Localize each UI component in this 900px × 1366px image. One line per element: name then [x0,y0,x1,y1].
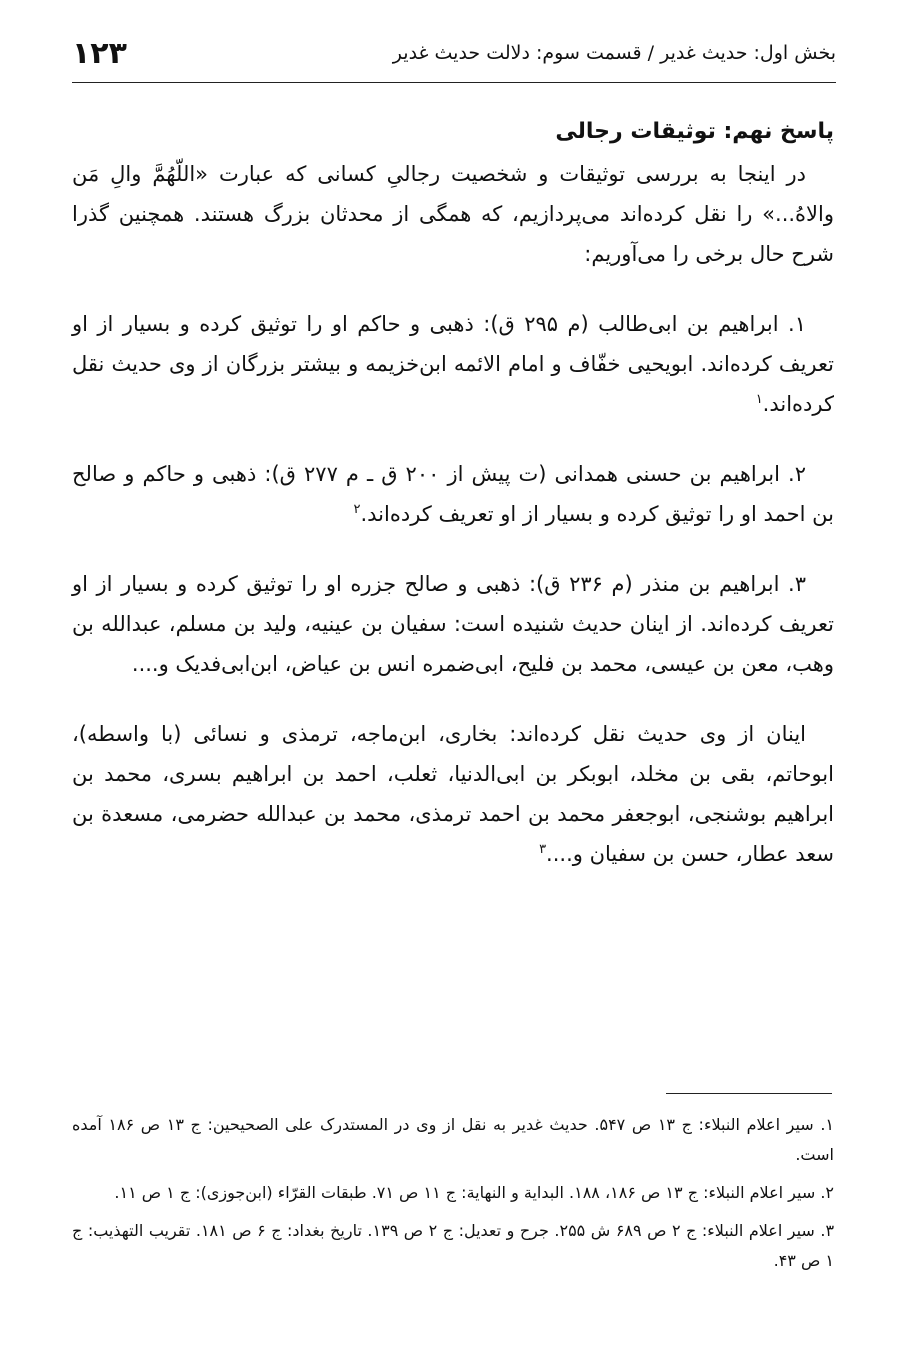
footnote-3: ۳. سیر اعلام النبلاء: ج ۲ ص ۶۸۹ ش ۲۵۵. جرح و تعدیل: ج ۲ ص ۱۳۹. تاریخ بغداد: ج ۶ ص ۱۸۱. تقریب التهذیب: ج ۱ ص ۴۳. [72,1221,835,1270]
footnote-2: ۲. سیر اعلام النبلاء: ج ۱۳ ص ۱۸۶، ۱۸۸. البدایة و النهایة: ج ۱۱ ص ۷۱. طبقات القرّاء (ابن‌جوزی): ج ۱ ص ۱۱. [114,1183,834,1202]
entry-paragraph-3 [72,564,834,684]
footnote-ref-1[interactable]: ۱ [755,392,763,407]
section-title: پاسخ نهم: توثیقات رجالی [555,119,834,144]
entry-text: ۳. ابراهیم بن منذر (م ۲۳۶ ق): ذهبی و صالح جزره او را توثیق کرده و بسیار از او تعریف کرده‌اند. از اینان حدیث شنیده است: سفیان بن عینیه، ولید بن مسلم، عبدالله بن وهب، معن بن عیسی، محمد بن فلیح، ابی‌ضمره انس بن عیاض، ابن‌ابی‌فدیک و.... [72,572,834,676]
header-divider [72,82,836,83]
footnote-divider [666,1093,832,1094]
entry-paragraph-1 [72,304,834,424]
footnote-1: ۱. سیر اعلام النبلاء: ج ۱۳ ص ۵۴۷. حدیث غدیر به نقل از وی در المستدرک علی الصحیحین: ج ۱۳ ص ۱۸۶ آمده است. [72,1115,835,1164]
running-header [72,36,836,76]
footnote-ref-3[interactable]: ۳ [539,842,547,857]
footnotes [72,1110,834,1284]
entry-text: ۱. ابراهیم بن ابی‌طالب (م ۲۹۵ ق): ذهبی و حاکم او را توثیق کرده و بسیار از او تعریف کرده‌اند. ابویحیی خفّاف و امام الائمه ابن‌خزیمه و بیشتر بزرگان از وی حدیث نقل کرده‌اند. [72,312,834,416]
header-title: بخش اول: حدیث غدیر / قسمت سوم: دلالت حدیث غدیر [392,42,836,64]
main-text [72,112,834,874]
intro-paragraph: در اینجا به بررسی توثیقات و شخصیت رجالیِ کسانی که عبارت «اللّهُمَّ والِ مَن والاهُ...» را نقل کرده‌اند می‌پردازیم، که همگی از محدثان بزرگ هستند. همچنین گذرا شرح حال برخی را می‌آوریم: [72,162,834,266]
entry-paragraph-2 [72,454,834,534]
footnote-ref-2[interactable]: ۲ [353,502,361,517]
entry-text: ۲. ابراهیم بن حسنی همدانی (ت پیش از ۲۰۰ ق ـ م ۲۷۷ ق): ذهبی و حاکم و صالح بن احمد او را توثیق کرده و بسیار از او تعریف کرده‌اند. [72,462,834,526]
narrators-paragraph [72,714,834,874]
narrators-text: اینان از وی حدیث نقل کرده‌اند: بخاری، ابن‌ماجه، ترمذی و نسائی (با واسطه)، ابوحاتم، بقی بن مخلد، ابوبکر بن ابی‌الدنیا، ثعلب، احمد بن ابراهیم بسری، محمد بن ابراهیم بوشنجی، ابوجعفر محمد بن احمد ترمذی، محمد بن عبدالله حضرمی، مسعدة بن سعد عطار، حسن بن سفیان و.... [72,722,834,866]
page-number: ۱۲۳ [72,36,127,71]
